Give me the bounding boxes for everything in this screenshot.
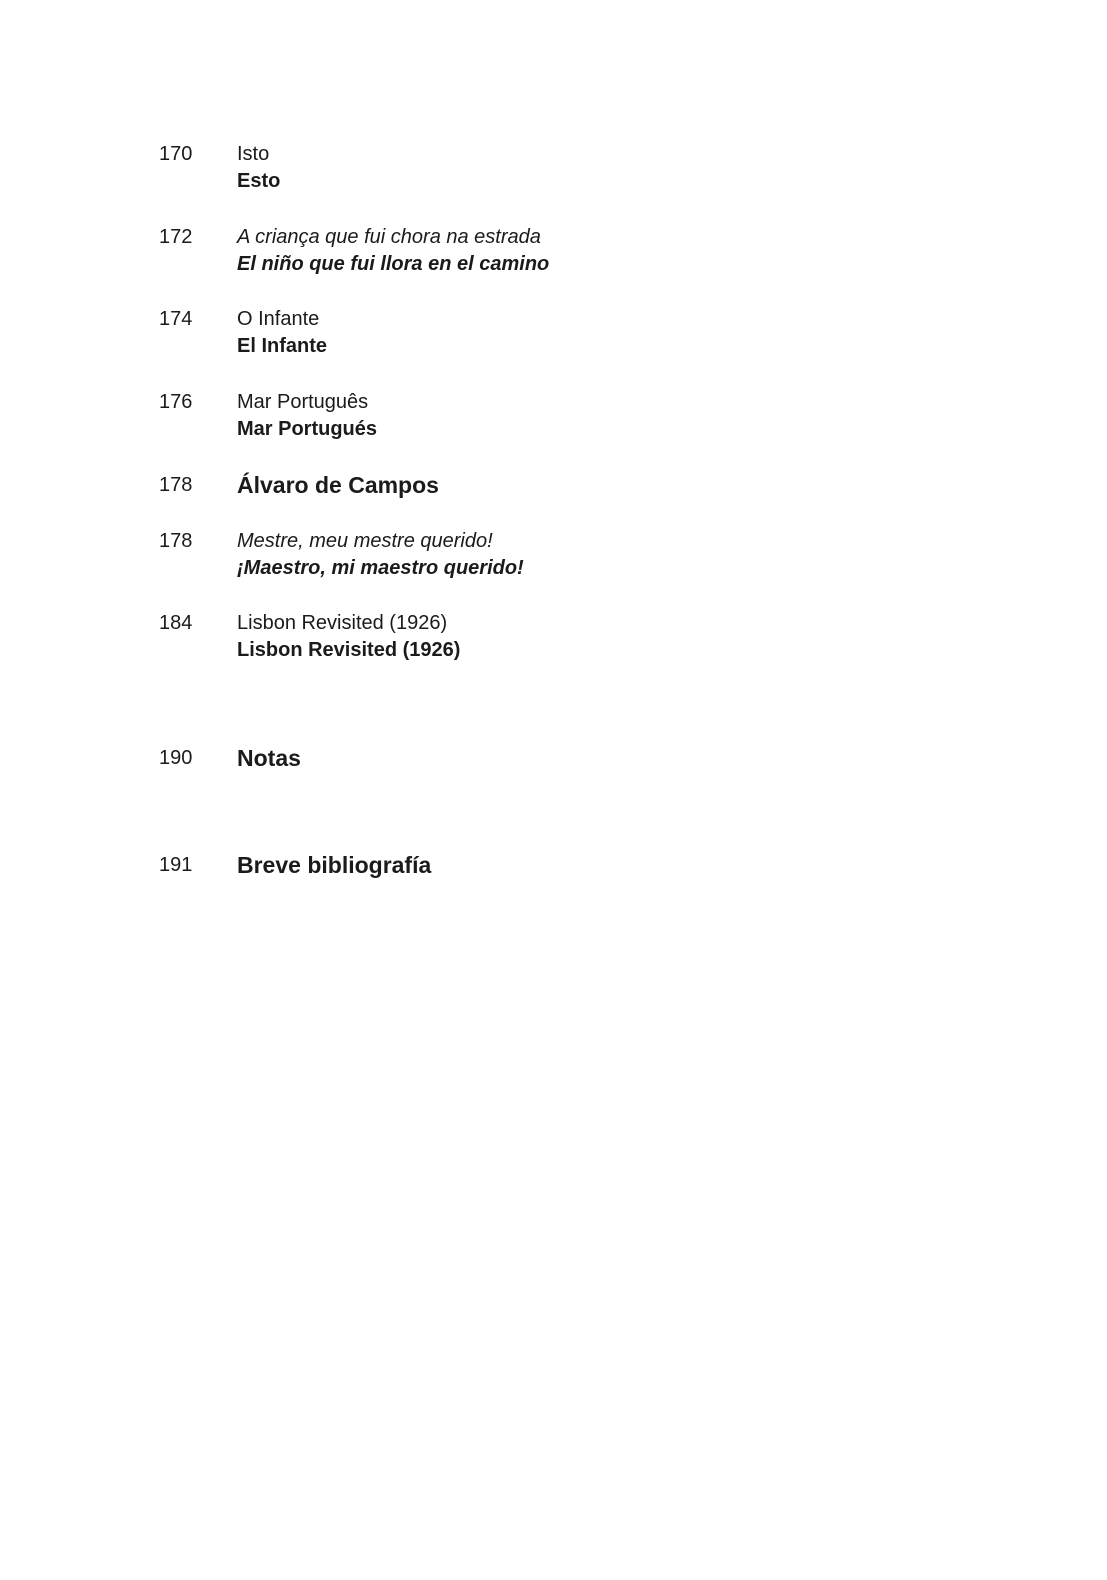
translated-title: Lisbon Revisited (1926) xyxy=(237,639,461,661)
section-titles xyxy=(237,472,439,499)
original-title: Mar Português xyxy=(237,391,369,413)
original-title: Isto xyxy=(237,143,270,165)
page-number: 172 xyxy=(159,226,193,248)
page-number: 184 xyxy=(159,612,193,634)
page-number: 170 xyxy=(159,143,193,165)
page-number: 191 xyxy=(159,854,193,876)
page-number: 190 xyxy=(159,747,193,769)
section-heading: Notas xyxy=(237,745,301,771)
page-number: 174 xyxy=(159,308,193,330)
translated-title: El Infante xyxy=(237,335,328,357)
page-number: 178 xyxy=(159,530,193,552)
page-number: 176 xyxy=(159,391,193,413)
translated-title: Esto xyxy=(237,170,281,192)
entry-titles xyxy=(237,528,524,582)
original-title: Mestre, meu mestre querido! xyxy=(237,530,493,552)
entry-titles xyxy=(237,389,377,443)
entry-titles xyxy=(237,306,327,360)
translated-title: ¡Maestro, mi maestro querido! xyxy=(237,557,524,579)
entry-titles xyxy=(237,610,460,664)
original-title: Lisbon Revisited (1926) xyxy=(237,612,448,634)
section-titles xyxy=(237,745,301,772)
page-number: 178 xyxy=(159,474,193,496)
translated-title: Mar Portugués xyxy=(237,418,378,440)
translated-title: El niño que fui llora en el camino xyxy=(237,253,550,275)
section-heading: Álvaro de Campos xyxy=(237,472,439,498)
original-title: O Infante xyxy=(237,308,320,330)
section-titles xyxy=(237,852,431,879)
section-heading: Breve bibliografía xyxy=(237,852,432,878)
entry-titles xyxy=(237,141,280,195)
original-title: A criança que fui chora na estrada xyxy=(237,226,541,248)
entry-titles xyxy=(237,224,549,278)
